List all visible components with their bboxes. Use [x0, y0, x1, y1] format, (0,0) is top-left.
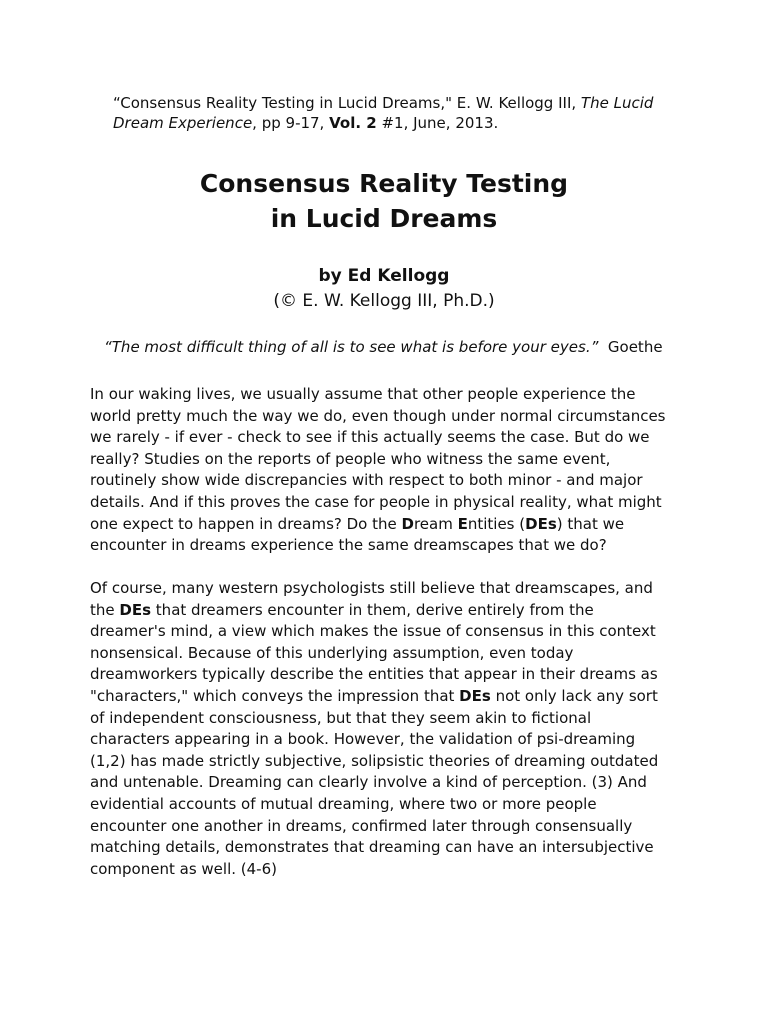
paragraph-line: really? Studies on the reports of people who witness the same event, [90, 449, 611, 468]
paragraph-line: characters appearing in a book. However, the validation of psi-dreaming [90, 730, 636, 749]
epigraph [104, 337, 724, 357]
paragraph-line: dreamer's mind, a view which makes the issue of consensus in this context [90, 622, 656, 641]
text-run: one expect to happen in dreams? Do the [90, 514, 402, 533]
epigraph-text: “The most difficult thing of all is to see what is before your eyes.” [104, 338, 599, 356]
paragraph-line: dreamworkers typically describe the entities that appear in their dreams as [90, 665, 658, 684]
paragraph-line: component as well. (4-6) [90, 859, 277, 878]
citation-issue-date: #1, June, 2013. [376, 114, 499, 132]
des-term: DEs [459, 686, 491, 705]
paragraph-line: and untenable. Dreaming can clearly involve a kind of perception. (3) And [90, 773, 647, 792]
paragraph-line: evidential accounts of mutual dreaming, where two or more people [90, 794, 597, 813]
text-run: "characters," which conveys the impression that [90, 686, 460, 705]
paragraph-line: encounter in dreams experience the same dreamscapes that we do? [90, 536, 607, 555]
text-run: ) that we [556, 514, 625, 533]
text-run: not only lack any sort [490, 686, 658, 705]
paragraph-line [90, 686, 710, 708]
paragraph-line: routinely show wide discrepancies with respect to both minor - and major [90, 471, 643, 490]
text-run: ream [413, 514, 458, 533]
citation-text: “Consensus Reality Testing in Lucid Dreams," E. W. Kellogg III, [113, 94, 581, 112]
paragraph-line: we rarely - if ever - check to see if this actually seems the case. But do we [90, 428, 650, 447]
text-run: that dreamers encounter in them, derive entirely from the [151, 600, 594, 619]
des-term: DEs [525, 514, 557, 533]
copyright-notice: (© E. W. Kellogg III, Ph.D.) [273, 291, 495, 311]
text-run: ntities ( [467, 514, 526, 533]
journal-title: The Lucid [580, 94, 654, 112]
paragraph-2 [90, 578, 710, 880]
paragraph-line: world pretty much the way we do, even though under normal circumstances [90, 406, 666, 425]
paragraph-line [90, 514, 710, 536]
byline: by Ed Kellogg [318, 266, 450, 286]
des-term: DEs [119, 600, 152, 619]
paragraph-line: Of course, many western psychologists still believe that dreamscapes, and [90, 579, 653, 597]
paragraph-line: In our waking lives, we usually assume that other people experience the [90, 385, 636, 403]
bold-letter: E [457, 514, 468, 533]
citation [113, 93, 713, 133]
paragraph-line: details. And if this proves the case for people in physical reality, what might [90, 492, 662, 511]
article-title [0, 166, 768, 236]
paragraph-line: of independent consciousness, but that they seem akin to fictional [90, 708, 592, 727]
paragraph-line: (1,2) has made strictly subjective, solipsistic theories of dreaming outdated [90, 751, 659, 770]
epigraph-author: Goethe [607, 338, 663, 356]
citation-volume: Vol. 2 [329, 114, 377, 132]
paragraph-line: encounter one another in dreams, confirmed later through consensually [90, 816, 633, 835]
journal-title-cont: Dream Experience [113, 114, 253, 132]
citation-pages: , pp 9-17, [252, 114, 330, 132]
paragraph-1 [90, 384, 710, 557]
paragraph-line [90, 600, 710, 622]
paragraph-line: nonsensical. Because of this underlying assumption, even today [90, 643, 574, 662]
title-line-1: Consensus Reality Testing [199, 169, 569, 198]
bold-letter: D [401, 514, 414, 533]
title-line-2: in Lucid Dreams [270, 204, 498, 233]
paragraph-line: matching details, demonstrates that dreaming can have an intersubjective [90, 838, 654, 857]
text-run: the [90, 600, 120, 619]
